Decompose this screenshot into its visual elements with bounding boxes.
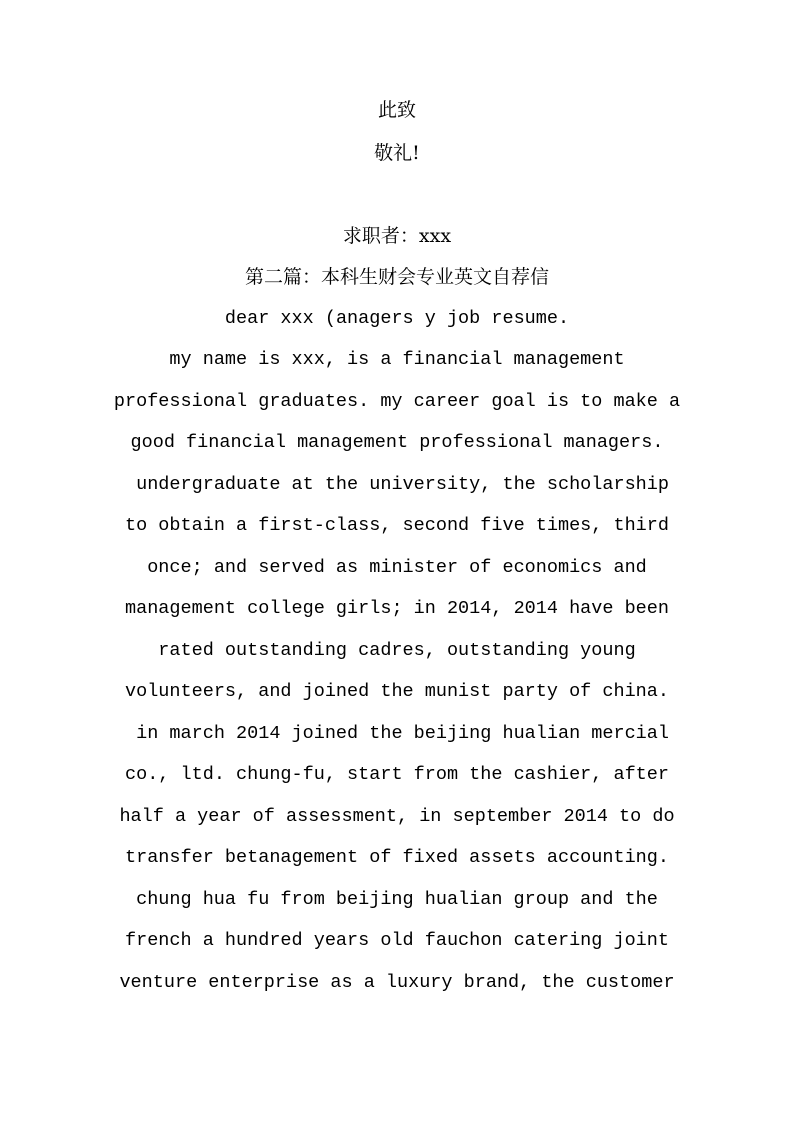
- body-line: in march 2014 joined the beijing hualian mercial: [125, 723, 669, 744]
- closing-line-2: 敬礼!: [374, 142, 420, 164]
- body-line: my name is xxx, is a financial management: [169, 349, 625, 370]
- body-line: co., ltd. chung-fu, start from the cashier, after: [125, 764, 669, 785]
- body-line: chung hua fu from beijing hualian group and the: [136, 889, 658, 910]
- body-line: rated outstanding cadres, outstanding young: [158, 640, 636, 661]
- body-line: venture enterprise as a luxury brand, the customer: [119, 972, 675, 993]
- body-line: volunteers, and joined the munist party of china.: [125, 681, 669, 702]
- body-line: half a year of assessment, in september 2014 to do: [119, 806, 675, 827]
- body-line: dear xxx (anagers y job resume.: [224, 308, 570, 329]
- body-line: once; and served as minister of economics and: [147, 557, 647, 578]
- section-heading: 第二篇：本科生财会专业英文自荐信: [244, 266, 549, 288]
- closing-line-1: 此致: [377, 99, 416, 121]
- body-line: to obtain a first-class, second five times, third: [125, 515, 669, 536]
- body-line: professional graduates. my career goal is to make a: [113, 391, 681, 412]
- signature-line: 求职者：xxx: [342, 225, 452, 247]
- body-line: management college girls; in 2014, 2014 have been: [125, 598, 669, 619]
- body-line: undergraduate at the university, the scholarship: [125, 474, 669, 495]
- body-line: transfer betanagement of fixed assets accounting.: [125, 847, 669, 868]
- body-line: french a hundred years old fauchon catering joint: [125, 930, 669, 951]
- body-line: good financial management professional managers.: [130, 432, 664, 453]
